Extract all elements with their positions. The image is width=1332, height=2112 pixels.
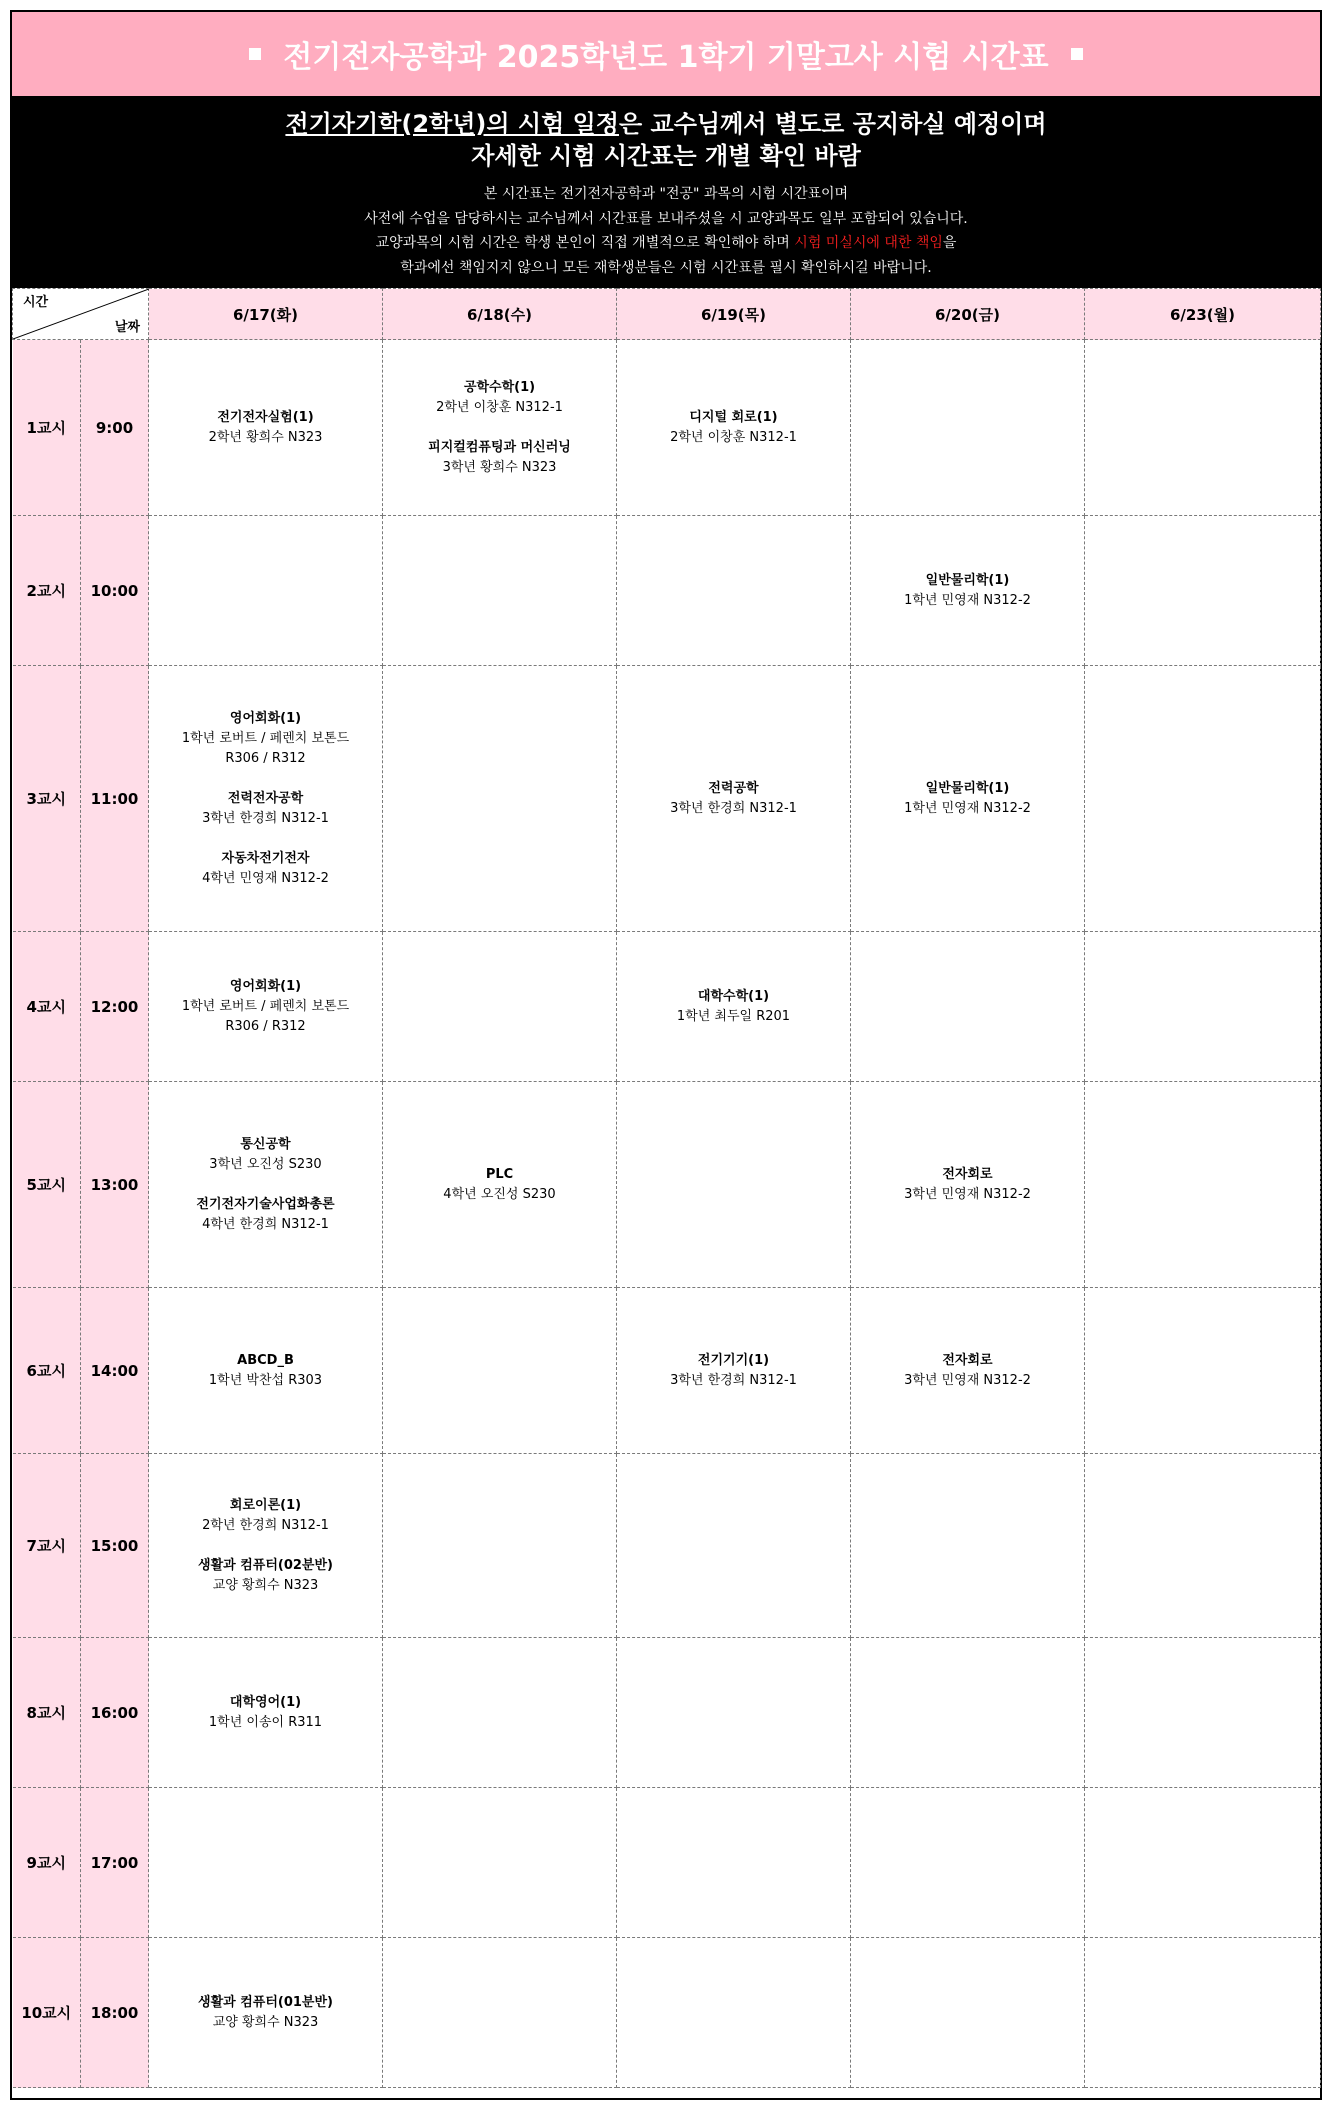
start-time: 14:00: [81, 1288, 149, 1454]
notice-box: [12, 98, 1320, 288]
day-header: 6/19(목): [617, 289, 851, 340]
schedule-cell: [851, 1454, 1085, 1638]
course-info: 1학년 민영재 N312-2: [904, 592, 1031, 608]
course-name: 생활과 컴퓨터(01분반): [198, 1994, 333, 2010]
course-info: 1학년 로버트 / 페렌치 보톤드: [181, 998, 350, 1014]
period-label: 1교시: [13, 340, 81, 516]
course-info: 1학년 이송이 R311: [208, 1714, 323, 1730]
schedule-cell: [383, 1638, 617, 1788]
period-label: 2교시: [13, 516, 81, 666]
course-name: 통신공학: [240, 1136, 291, 1152]
exam-entry: [149, 1496, 382, 1536]
notice-heading-rest: 은 교수님께서 별도로 공지하실 예정이며: [619, 110, 1047, 138]
start-time: 15:00: [81, 1454, 149, 1638]
notice-heading-line2: 자세한 시험 시간표는 개별 확인 바람: [471, 142, 861, 170]
exam-entry: [617, 779, 850, 819]
start-time: 13:00: [81, 1082, 149, 1288]
day-header: 6/20(금): [851, 289, 1085, 340]
course-name: 일반물리학(1): [925, 780, 1010, 796]
period-row: [13, 1788, 1321, 1938]
course-info: 1학년 박찬섭 R303: [208, 1372, 323, 1388]
exam-entry: [851, 1351, 1084, 1391]
day-header: 6/17(화): [149, 289, 383, 340]
schedule-cell: [383, 516, 617, 666]
course-info: 3학년 민영재 N312-2: [904, 1186, 1031, 1202]
schedule-cell: [149, 932, 383, 1082]
course-name: 일반물리학(1): [925, 572, 1010, 588]
schedule-cell: [1085, 1788, 1321, 1938]
timetable-sheet: [10, 10, 1322, 2100]
exam-entry: [149, 789, 382, 829]
course-info: 교양 황희수 N323: [212, 1577, 319, 1593]
notice-line: [12, 231, 1320, 256]
exam-entry: [149, 1693, 382, 1733]
course-name: ABCD_B: [237, 1352, 294, 1368]
schedule-cell: [149, 340, 383, 516]
schedule-cell: [1085, 1638, 1321, 1788]
exam-entry: [617, 1351, 850, 1391]
course-name: 영어회화(1): [229, 978, 302, 994]
course-name: 영어회화(1): [229, 710, 302, 726]
course-info: 3학년 한경희 N312-1: [670, 800, 797, 816]
schedule-cell: [617, 666, 851, 932]
schedule-cell: [149, 1288, 383, 1454]
period-label: 10교시: [13, 1938, 81, 2088]
course-name: 전기전자실험(1): [217, 409, 314, 425]
schedule-cell: [617, 340, 851, 516]
schedule-cell: [1085, 1082, 1321, 1288]
course-name: 생활과 컴퓨터(02분반): [198, 1557, 333, 1573]
exam-entry: [149, 849, 382, 889]
page-title: 전기전자공학과 2025학년도 1학기 기말고사 시험 시간표: [283, 40, 1049, 75]
corner-date-label: 날짜: [114, 320, 140, 335]
header-row: [13, 289, 1321, 340]
schedule-cell: [1085, 516, 1321, 666]
course-name: 전기전자기술사업화총론: [196, 1196, 335, 1212]
period-row: [13, 1082, 1321, 1288]
schedule-cell: [149, 1454, 383, 1638]
course-name: 자동차전기전자: [221, 850, 310, 866]
bullet-icon: [249, 48, 261, 60]
bullet-icon: [1071, 48, 1083, 60]
notice-heading: [12, 108, 1320, 172]
schedule-cell: [383, 1082, 617, 1288]
schedule-cell: [149, 1938, 383, 2088]
notice-line-part: 교양과목의 시험 시간은 학생 본인이 직접 개별적으로 확인해야 하며: [375, 235, 795, 251]
schedule-cell: [1085, 1454, 1321, 1638]
period-row: [13, 1454, 1321, 1638]
schedule-cell: [383, 666, 617, 932]
course-name: 회로이론(1): [229, 1497, 302, 1513]
schedule-cell: [617, 1638, 851, 1788]
schedule-cell: [383, 1938, 617, 2088]
schedule-body: [13, 340, 1321, 2088]
day-header: 6/23(월): [1085, 289, 1321, 340]
schedule-cell: [383, 340, 617, 516]
schedule-cell: [851, 1938, 1085, 2088]
exam-entry: [149, 1195, 382, 1235]
period-row: [13, 666, 1321, 932]
schedule-cell: [617, 1788, 851, 1938]
schedule-cell: [1085, 1938, 1321, 2088]
notice-warning-text: 시험 미실시에 대한 책임: [794, 235, 943, 251]
schedule-cell: [149, 516, 383, 666]
course-info: 3학년 한경희 N312-1: [670, 1372, 797, 1388]
schedule-cell: [617, 932, 851, 1082]
schedule-cell: [851, 1638, 1085, 1788]
course-info: 2학년 한경희 N312-1: [202, 1517, 329, 1533]
start-time: 11:00: [81, 666, 149, 932]
period-row: [13, 1288, 1321, 1454]
period-label: 8교시: [13, 1638, 81, 1788]
exam-entry: [383, 438, 616, 478]
schedule-cell: [851, 1288, 1085, 1454]
schedule-cell: [1085, 340, 1321, 516]
day-header: 6/18(수): [383, 289, 617, 340]
course-info: 2학년 이창훈 N312-1: [436, 399, 563, 415]
course-info: 3학년 한경희 N312-1: [202, 810, 329, 826]
exam-entry: [149, 1351, 382, 1391]
course-info: 4학년 한경희 N312-1: [202, 1216, 329, 1232]
corner-cell: [13, 289, 149, 340]
course-name: 전력공학: [708, 780, 759, 796]
schedule-cell: [149, 1638, 383, 1788]
notice-line: 본 시간표는 전기전자공학과 "전공" 과목의 시험 시간표이며: [483, 186, 849, 202]
exam-entry: [149, 977, 382, 1037]
exam-entry: [149, 1556, 382, 1596]
course-info: 1학년 로버트 / 페렌치 보톤드: [181, 730, 350, 746]
schedule-cell: [851, 340, 1085, 516]
schedule-cell: [1085, 1288, 1321, 1454]
course-info: 2학년 황희수 N323: [208, 429, 323, 445]
start-time: 9:00: [81, 340, 149, 516]
schedule-cell: [851, 1788, 1085, 1938]
course-name: 전자회로: [942, 1166, 993, 1182]
course-name: 공학수학(1): [463, 379, 536, 395]
period-label: 7교시: [13, 1454, 81, 1638]
start-time: 16:00: [81, 1638, 149, 1788]
course-info: 4학년 민영재 N312-2: [202, 870, 329, 886]
schedule-cell: [149, 1788, 383, 1938]
course-room: R306 / R312: [225, 1018, 306, 1034]
course-info: 3학년 오진성 S230: [209, 1156, 322, 1172]
start-time: 18:00: [81, 1938, 149, 2088]
course-info: 1학년 민영재 N312-2: [904, 800, 1031, 816]
exam-entry: [851, 1165, 1084, 1205]
exam-entry: [617, 987, 850, 1027]
exam-entry: [383, 378, 616, 418]
schedule-cell: [149, 1082, 383, 1288]
period-label: 5교시: [13, 1082, 81, 1288]
notice-body: [12, 182, 1320, 280]
schedule-cell: [383, 1454, 617, 1638]
exam-entry: [149, 408, 382, 448]
course-name: 전자회로: [942, 1352, 993, 1368]
course-name: PLC: [485, 1166, 514, 1182]
course-info: 3학년 민영재 N312-2: [904, 1372, 1031, 1388]
course-info: 1학년 최두일 R201: [676, 1008, 791, 1024]
period-row: [13, 516, 1321, 666]
exam-entry: [149, 709, 382, 769]
schedule-cell: [851, 1082, 1085, 1288]
course-name: 피지컬컴퓨팅과 머신러닝: [428, 439, 571, 455]
notice-line: 사전에 수업을 담당하시는 교수님께서 시간표를 보내주셨을 시 교양과목도 일부 포함되어 있습니다.: [364, 210, 968, 227]
title-bar: [12, 12, 1320, 98]
notice-line-part: 을: [942, 235, 957, 251]
schedule-cell: [383, 1288, 617, 1454]
course-name: 디지털 회로(1): [689, 409, 778, 425]
course-name: 전력전자공학: [227, 790, 304, 806]
schedule-cell: [1085, 666, 1321, 932]
course-name: 전기기기(1): [697, 1352, 770, 1368]
course-info: 교양 황희수 N323: [212, 2014, 319, 2030]
schedule-cell: [851, 666, 1085, 932]
period-row: [13, 1638, 1321, 1788]
schedule-cell: [851, 516, 1085, 666]
schedule-cell: [1085, 932, 1321, 1082]
start-time: 10:00: [81, 516, 149, 666]
exam-entry: [149, 1993, 382, 2033]
course-name: 대학수학(1): [697, 988, 770, 1004]
notice-line: 학과에선 책임지지 않으니 모든 재학생분들은 시험 시간표를 필시 확인하시길 바랍니다.: [400, 259, 932, 276]
schedule-cell: [851, 932, 1085, 1082]
schedule-cell: [617, 1454, 851, 1638]
course-name: 대학영어(1): [229, 1694, 302, 1710]
exam-entry: [851, 779, 1084, 819]
start-time: 12:00: [81, 932, 149, 1082]
schedule-cell: [383, 932, 617, 1082]
period-row: [13, 932, 1321, 1082]
exam-entry: [851, 571, 1084, 611]
course-room: R306 / R312: [225, 750, 306, 766]
schedule-cell: [617, 1938, 851, 2088]
course-info: 2학년 이창훈 N312-1: [670, 429, 797, 445]
exam-schedule-table: [12, 288, 1321, 2088]
schedule-cell: [149, 666, 383, 932]
exam-entry: [383, 1165, 616, 1205]
schedule-cell: [383, 1788, 617, 1938]
corner-time-label: 시간: [23, 295, 49, 310]
period-row: [13, 340, 1321, 516]
period-label: 9교시: [13, 1788, 81, 1938]
schedule-cell: [617, 1288, 851, 1454]
notice-heading-underlined: 전기자기학(2학년)의 시험 일정: [285, 110, 619, 138]
exam-entry: [149, 1135, 382, 1175]
schedule-cell: [617, 516, 851, 666]
start-time: 17:00: [81, 1788, 149, 1938]
exam-entry: [617, 408, 850, 448]
schedule-cell: [617, 1082, 851, 1288]
period-label: 3교시: [13, 666, 81, 932]
period-label: 4교시: [13, 932, 81, 1082]
course-info: 3학년 황희수 N323: [442, 459, 557, 475]
period-row: [13, 1938, 1321, 2088]
course-info: 4학년 오진성 S230: [443, 1186, 556, 1202]
period-label: 6교시: [13, 1288, 81, 1454]
